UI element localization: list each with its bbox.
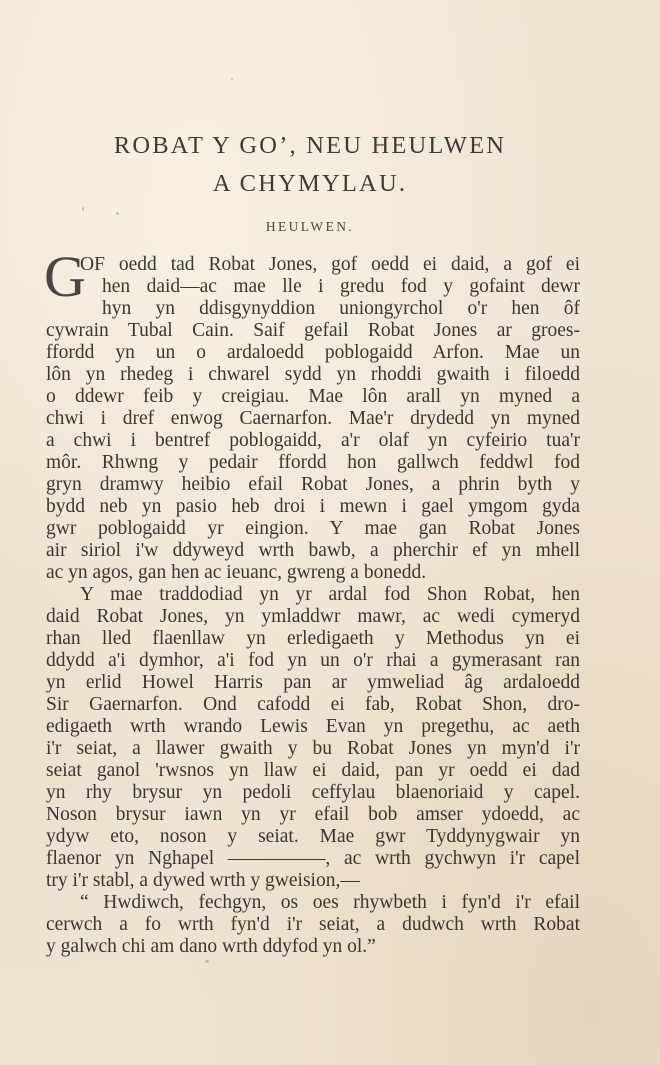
body-line: cywrain Tubal Cain. Saif gefail Robat Jones ar groes- [46,320,580,341]
body-line: hyn yn ddisgynyddion uniongyrchol o'r hen ôf [102,298,580,319]
body-line: yn rhy brysur yn pedoli ceffylau blaenoriaid y capel. [46,782,580,803]
chapter-title-line-2: A CHYMYLAU. [212,170,408,197]
body-line: edigaeth wrth wrando Lewis Evan yn pregethu, ac aeth [46,716,580,737]
body-line: yn erlid Howel Harris pan ar ymweliad âg ardaloedd [46,672,580,693]
body-line: lôn yn rhedeg i chwarel sydd yn rhoddi gwaith i filoedd [46,364,580,385]
body-line: ac yn agos, gan hen ac ieuanc, gwreng a bonedd. [46,562,427,583]
body-line: môr. Rhwng y pedair ffordd hon gallwch feddwl fod [46,452,580,473]
body-line: seiat ganol 'rwsnos yn llaw ei daid, pan yr oedd ei dad [46,760,580,781]
body-line: “ Hwdiwch, fechgyn, os oes rhywbeth i fyn'd i'r efail [80,892,580,913]
paper-speck [231,78,233,80]
body-line: i'r seiat, a llawer gwaith y bu Robat Jones yn myn'd i'r [46,738,580,759]
body-line: Y mae traddodiad yn yr ardal fod Shon Robat, hen [80,584,580,605]
body-line: flaenor yn Nghapel —————, ac wrth gychwyn i'r capel [46,848,580,869]
paper-speck [116,212,119,215]
body-line: daid Robat Jones, yn ymladdwr mawr, ac wedi cymeryd [46,606,580,627]
body-line: air siriol i'w ddyweyd wrth bawb, a pherchir ef yn mhell [46,540,580,561]
body-line: bydd neb yn pasio heb droi i mewn i gael ymgom gyda [46,496,580,517]
body-line: gryn dramwy heibio efail Robat Jones, a phrin byth y [46,474,580,495]
body-line: Noson brysur iawn yn yr efail bob amser ydoedd, ac [46,804,580,825]
body-line: y galwch chi am dano wrth ddyfod yn ol.” [46,936,376,957]
paper-speck [82,207,84,211]
body-line: gwr poblogaidd yr eingion. Y mae gan Robat Jones [46,518,580,539]
body-line: o ddewr feib y creigiau. Mae lôn arall yn myned a [46,386,580,407]
body-line: chwi i dref enwog Caernarfon. Mae'r drydedd yn myned [46,408,580,429]
body-line: rhan lled flaenllaw yn erledigaeth y Methodus yn ei [46,628,580,649]
section-heading: HEULWEN. [265,219,355,234]
body-line: cerwch a fo wrth fyn'd i'r seiat, a dudwch wrth Robat [46,914,580,935]
body-line: a chwi i bentref poblogaidd, a'r olaf yn cyfeirio tua'r [46,430,580,451]
body-line: hen daid—ac mae lle i gredu fod y gofaint dewr [102,276,580,297]
body-line: try i'r stabl, a dywed wrth y gweision,— [46,870,360,891]
body-line: ydyw eto, noson y seiat. Mae gwr Tyddynygwair yn [46,826,580,847]
body-line: ffordd yn un o ardaloedd poblogaidd Arfon. Mae un [46,342,580,363]
chapter-title-line-1: ROBAT Y GO’, NEU HEULWEN [113,132,507,159]
drop-cap: G [44,244,86,309]
body-line: ddydd a'i dymhor, a'i fod yn un o'r rhai a gymerasant ran [46,650,580,671]
body-line: OF oedd tad Robat Jones, gof oedd ei daid, a gof ei [80,254,580,275]
body-line: Sir Gaernarfon. Ond cafodd ei fab, Robat Shon, dro- [46,694,580,715]
page-mark [205,960,209,963]
